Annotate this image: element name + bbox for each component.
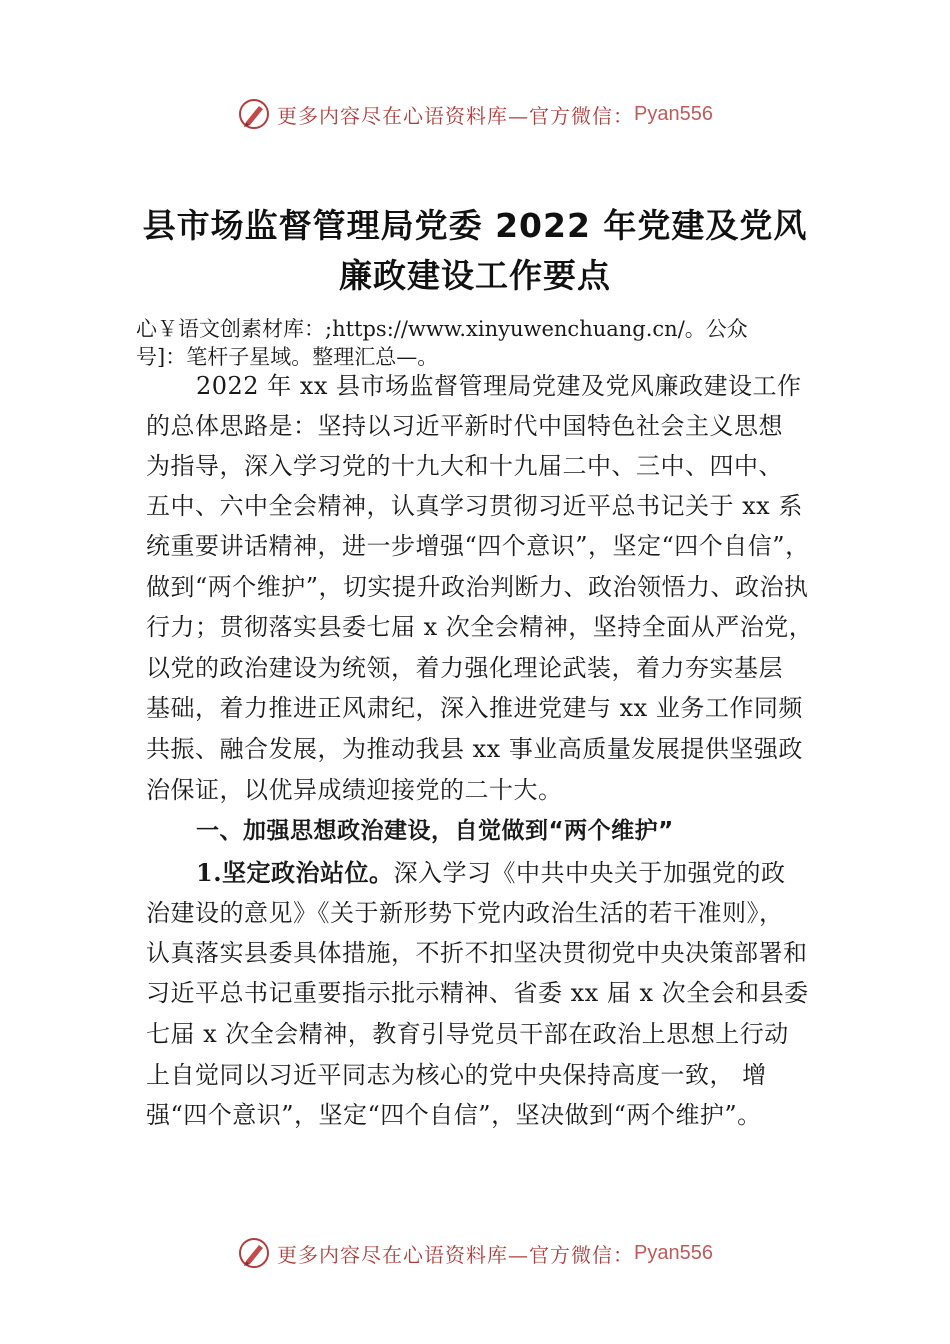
item-line: 上自觉同以习近平同志为核心的党中央保持高度一致， 增 — [146, 1061, 767, 1089]
item-line: 认真落实县委具体措施，不折不扣坚决贯彻党中央决策部署和 — [146, 939, 808, 967]
document-title-line-2: 廉政建设工作要点 — [339, 256, 611, 295]
intro-line: 做到“两个维护”，切实提升政治判断力、政治领悟力、政治执 — [146, 573, 809, 601]
item-line: 习近平总书记重要指示批示精神、省委 xx 届 x 次全会和县委 — [146, 979, 809, 1007]
banner-wechat-id: Pyan556 — [634, 102, 713, 125]
header-banner — [0, 94, 950, 134]
intro-line: 行力；贯彻落实县委七届 x 次全会精神，坚持全面从严治党， — [146, 613, 814, 641]
pen-logo-icon — [237, 1236, 271, 1270]
source-note-line-2: 号]：笔杆子星域。整理汇总—。 — [136, 345, 439, 369]
item-label: 1.坚定政治站位。 — [196, 858, 394, 887]
intro-line: 基础，着力推进正风肃纪，深入推进党建与 xx 业务工作同频 — [146, 694, 803, 722]
intro-line: 的总体思路是：坚持以习近平新时代中国特色社会主义思想 — [146, 412, 783, 440]
intro-line: 共振、融合发展，为推动我县 xx 事业高质量发展提供坚强政 — [146, 735, 803, 763]
source-note-line-1: 心￥语文创素材库：;https://www.xinyuwenchuang.cn/。公众 — [136, 317, 748, 341]
banner-text: 更多内容尽在心语资料库—官方微信： — [277, 103, 635, 128]
item-text: 深入学习《中共中央关于加强党的政 — [393, 859, 786, 887]
pen-logo-icon — [237, 97, 271, 131]
intro-line: 以党的政治建设为统领，着力强化理论武装，着力夯实基层 — [146, 654, 783, 682]
intro-line: 2022 年 xx 县市场监督管理局党建及党风廉政建设工作 — [196, 372, 802, 400]
item-line: 七届 x 次全会精神，教育引导党员干部在政治上思想上行动 — [146, 1020, 789, 1048]
intro-line: 治保证，以优异成绩迎接党的二十大。 — [146, 776, 563, 804]
item-line: 强“四个意识”，坚定“四个自信”，坚决做到“两个维护”。 — [146, 1101, 762, 1129]
banner-wechat-id: Pyan556 — [634, 1241, 713, 1264]
intro-line: 为指导，深入学习党的十九大和十九届二中、三中、四中、 — [146, 452, 783, 480]
document-title-line-1: 县市场监督管理局党委 2022 年党建及党风 — [142, 206, 808, 245]
item-line: 治建设的意见》《关于新形势下党内政治生活的若干准则》， — [146, 899, 784, 927]
intro-line: 五中、六中全会精神，认真学习贯彻习近平总书记关于 xx 系 — [146, 492, 803, 520]
banner-text: 更多内容尽在心语资料库—官方微信： — [277, 1242, 635, 1267]
item-first-line — [196, 858, 786, 888]
section-heading: 一、加强思想政治建设，自觉做到“两个维护” — [196, 818, 674, 844]
intro-line: 统重要讲话精神，进一步增强“四个意识”，坚定“四个自信”， — [146, 532, 810, 560]
footer-banner — [0, 1233, 950, 1273]
